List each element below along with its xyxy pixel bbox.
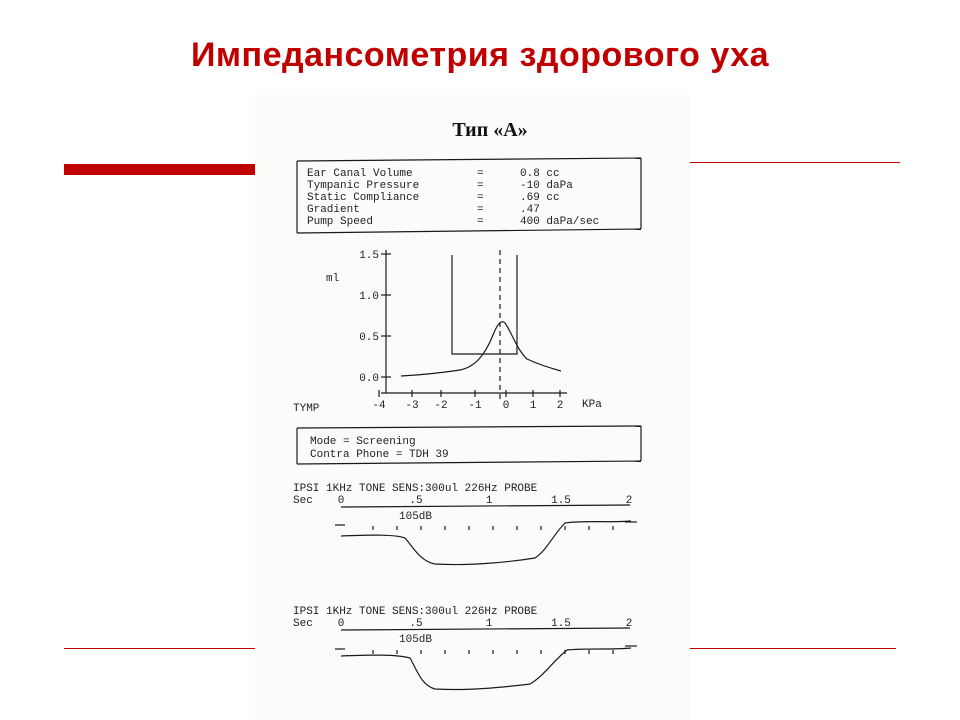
param-value: .69 cc <box>520 192 560 204</box>
tymp-y-tick-label: 0.5 <box>359 332 379 344</box>
tympanogram-curve <box>401 322 561 376</box>
decorative-red-line-bottom-left <box>64 648 256 649</box>
reflex-trace-2 <box>293 606 637 690</box>
param-label: Tympanic Pressure <box>307 180 420 192</box>
reflex-tick-label: 0 <box>337 618 345 630</box>
tymp-x-tick-label: -4 <box>372 400 386 412</box>
reflex-tick-label: 0 <box>337 495 345 507</box>
slide-title: Импедансометрия здорового уха <box>190 36 770 74</box>
param-equals: = <box>477 168 484 180</box>
param-equals: = <box>477 180 484 192</box>
decorative-red-line-top <box>690 162 900 163</box>
param-label: Pump Speed <box>307 216 374 228</box>
scanned-printout <box>255 95 690 720</box>
reflex-2-header: IPSI 1KHz TONE SENS:300ul 226Hz PROBE <box>293 606 538 618</box>
reflex-1-header: IPSI 1KHz TONE SENS:300ul 226Hz PROBE <box>293 483 538 495</box>
param-label: Ear Canal Volume <box>307 168 413 180</box>
tymp-y-tick-label: 1.5 <box>359 250 379 262</box>
reflex-tick-label: 2 <box>625 618 633 630</box>
reflex-tick-label: 2 <box>625 495 633 507</box>
reflex-2-curve <box>341 648 631 690</box>
param-value: 400 daPa/sec <box>520 216 600 228</box>
tymp-y-tick-label: 1.0 <box>359 291 379 303</box>
tymp-y-tick-label: 0.0 <box>359 373 379 385</box>
param-value: 0.8 cc <box>520 168 560 180</box>
tymp-x-tick-label: -1 <box>468 400 482 412</box>
reflex-tick-label: 1 <box>485 618 493 630</box>
mode-line: Mode = Screening <box>310 436 416 448</box>
decorative-red-bar <box>64 164 256 175</box>
reflex-tick-label: 1.5 <box>551 618 571 630</box>
contra-phone-line: Contra Phone = TDH 39 <box>310 449 449 461</box>
compliance-window <box>452 255 517 354</box>
reflex-1-sec-label: Sec <box>293 495 313 507</box>
reflex-trace-1 <box>293 483 637 565</box>
mode-box <box>297 426 641 464</box>
reflex-tick-label: .5 <box>409 618 423 630</box>
param-equals: = <box>477 204 484 216</box>
decorative-red-line-bottom-right <box>690 648 896 649</box>
reflex-1-level: 105dB <box>399 511 433 523</box>
param-label: Gradient <box>307 204 360 216</box>
reflex-2-sec-label: Sec <box>293 618 313 630</box>
reflex-tick-label: 1.5 <box>551 495 571 507</box>
param-value: .47 <box>520 204 540 216</box>
tymp-x-tick-label: -2 <box>434 400 448 412</box>
tymp-x-tick-label: -3 <box>405 400 419 412</box>
tymp-x-tick-label: 0 <box>502 400 510 412</box>
type-title: Тип «А» <box>452 119 528 141</box>
tymp-label: TYMP <box>293 403 320 415</box>
param-equals: = <box>477 216 484 228</box>
tymp-x-unit: KPa <box>582 399 602 411</box>
param-label: Static Compliance <box>307 192 420 204</box>
reflex-2-level: 105dB <box>399 634 433 646</box>
tymp-x-tick-label: 1 <box>529 400 537 412</box>
tympanogram <box>293 250 602 415</box>
param-value: -10 daPa <box>520 180 573 192</box>
param-equals: = <box>477 192 484 204</box>
tymp-x-tick-label: 2 <box>556 400 564 412</box>
reflex-tick-label: 1 <box>485 495 493 507</box>
reflex-tick-label: .5 <box>409 495 423 507</box>
tymp-y-unit: ml <box>326 273 340 285</box>
parameters-box <box>297 158 641 233</box>
reflex-1-curve <box>341 521 631 565</box>
